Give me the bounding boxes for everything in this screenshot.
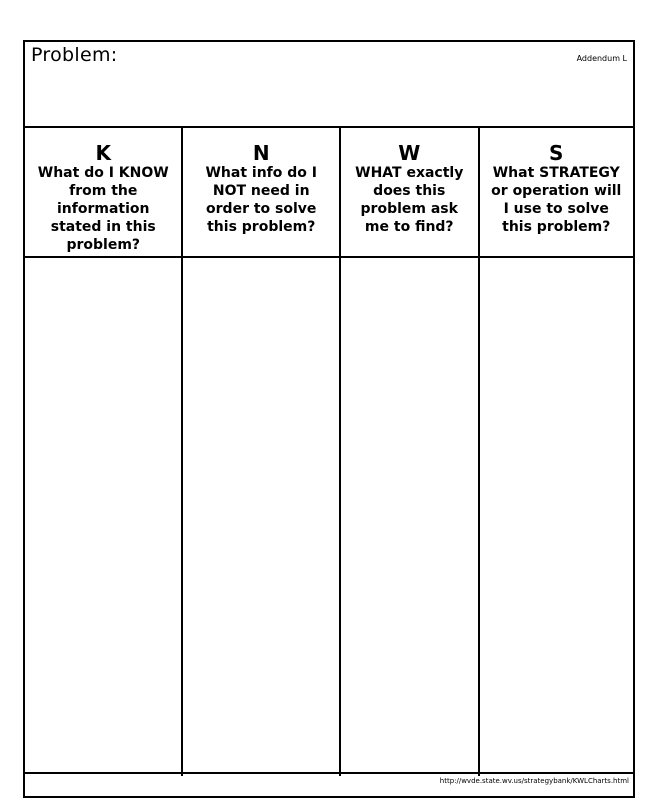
column-w [341, 128, 480, 776]
column-k [25, 128, 183, 776]
problem-label: Problem: [31, 44, 118, 66]
column-k-letter: K [95, 141, 111, 165]
column-k-answer-area[interactable] [25, 258, 181, 776]
column-n-letter: N [252, 141, 270, 165]
column-s-answer-area[interactable] [480, 258, 633, 776]
addendum-label: Addendum L [576, 54, 627, 63]
column-w-header [341, 128, 478, 258]
column-n-answer-area[interactable] [183, 258, 338, 776]
problem-box[interactable] [25, 42, 633, 128]
column-w-answer-area[interactable] [341, 258, 478, 776]
column-s-letter: S [549, 141, 564, 165]
column-k-question: What do I KNOW from the information stated in this problem? [37, 165, 169, 253]
column-n [183, 128, 340, 776]
column-s-question: What STRATEGY or operation will I use to solve this problem? [491, 165, 622, 235]
knws-chart-worksheet [23, 40, 635, 798]
footer [25, 772, 633, 796]
column-s-header [480, 128, 633, 258]
knws-columns [25, 128, 633, 776]
column-k-header [25, 128, 181, 258]
column-w-question: WHAT exactly does this problem ask me to find? [355, 165, 464, 235]
column-n-header [183, 128, 338, 258]
column-n-question: What info do I NOT need in order to solve this problem? [205, 165, 317, 235]
source-url: http://wvde.state.wv.us/strategybank/KWLCharts.html [439, 777, 629, 785]
column-s [480, 128, 633, 776]
column-w-letter: W [398, 141, 421, 165]
